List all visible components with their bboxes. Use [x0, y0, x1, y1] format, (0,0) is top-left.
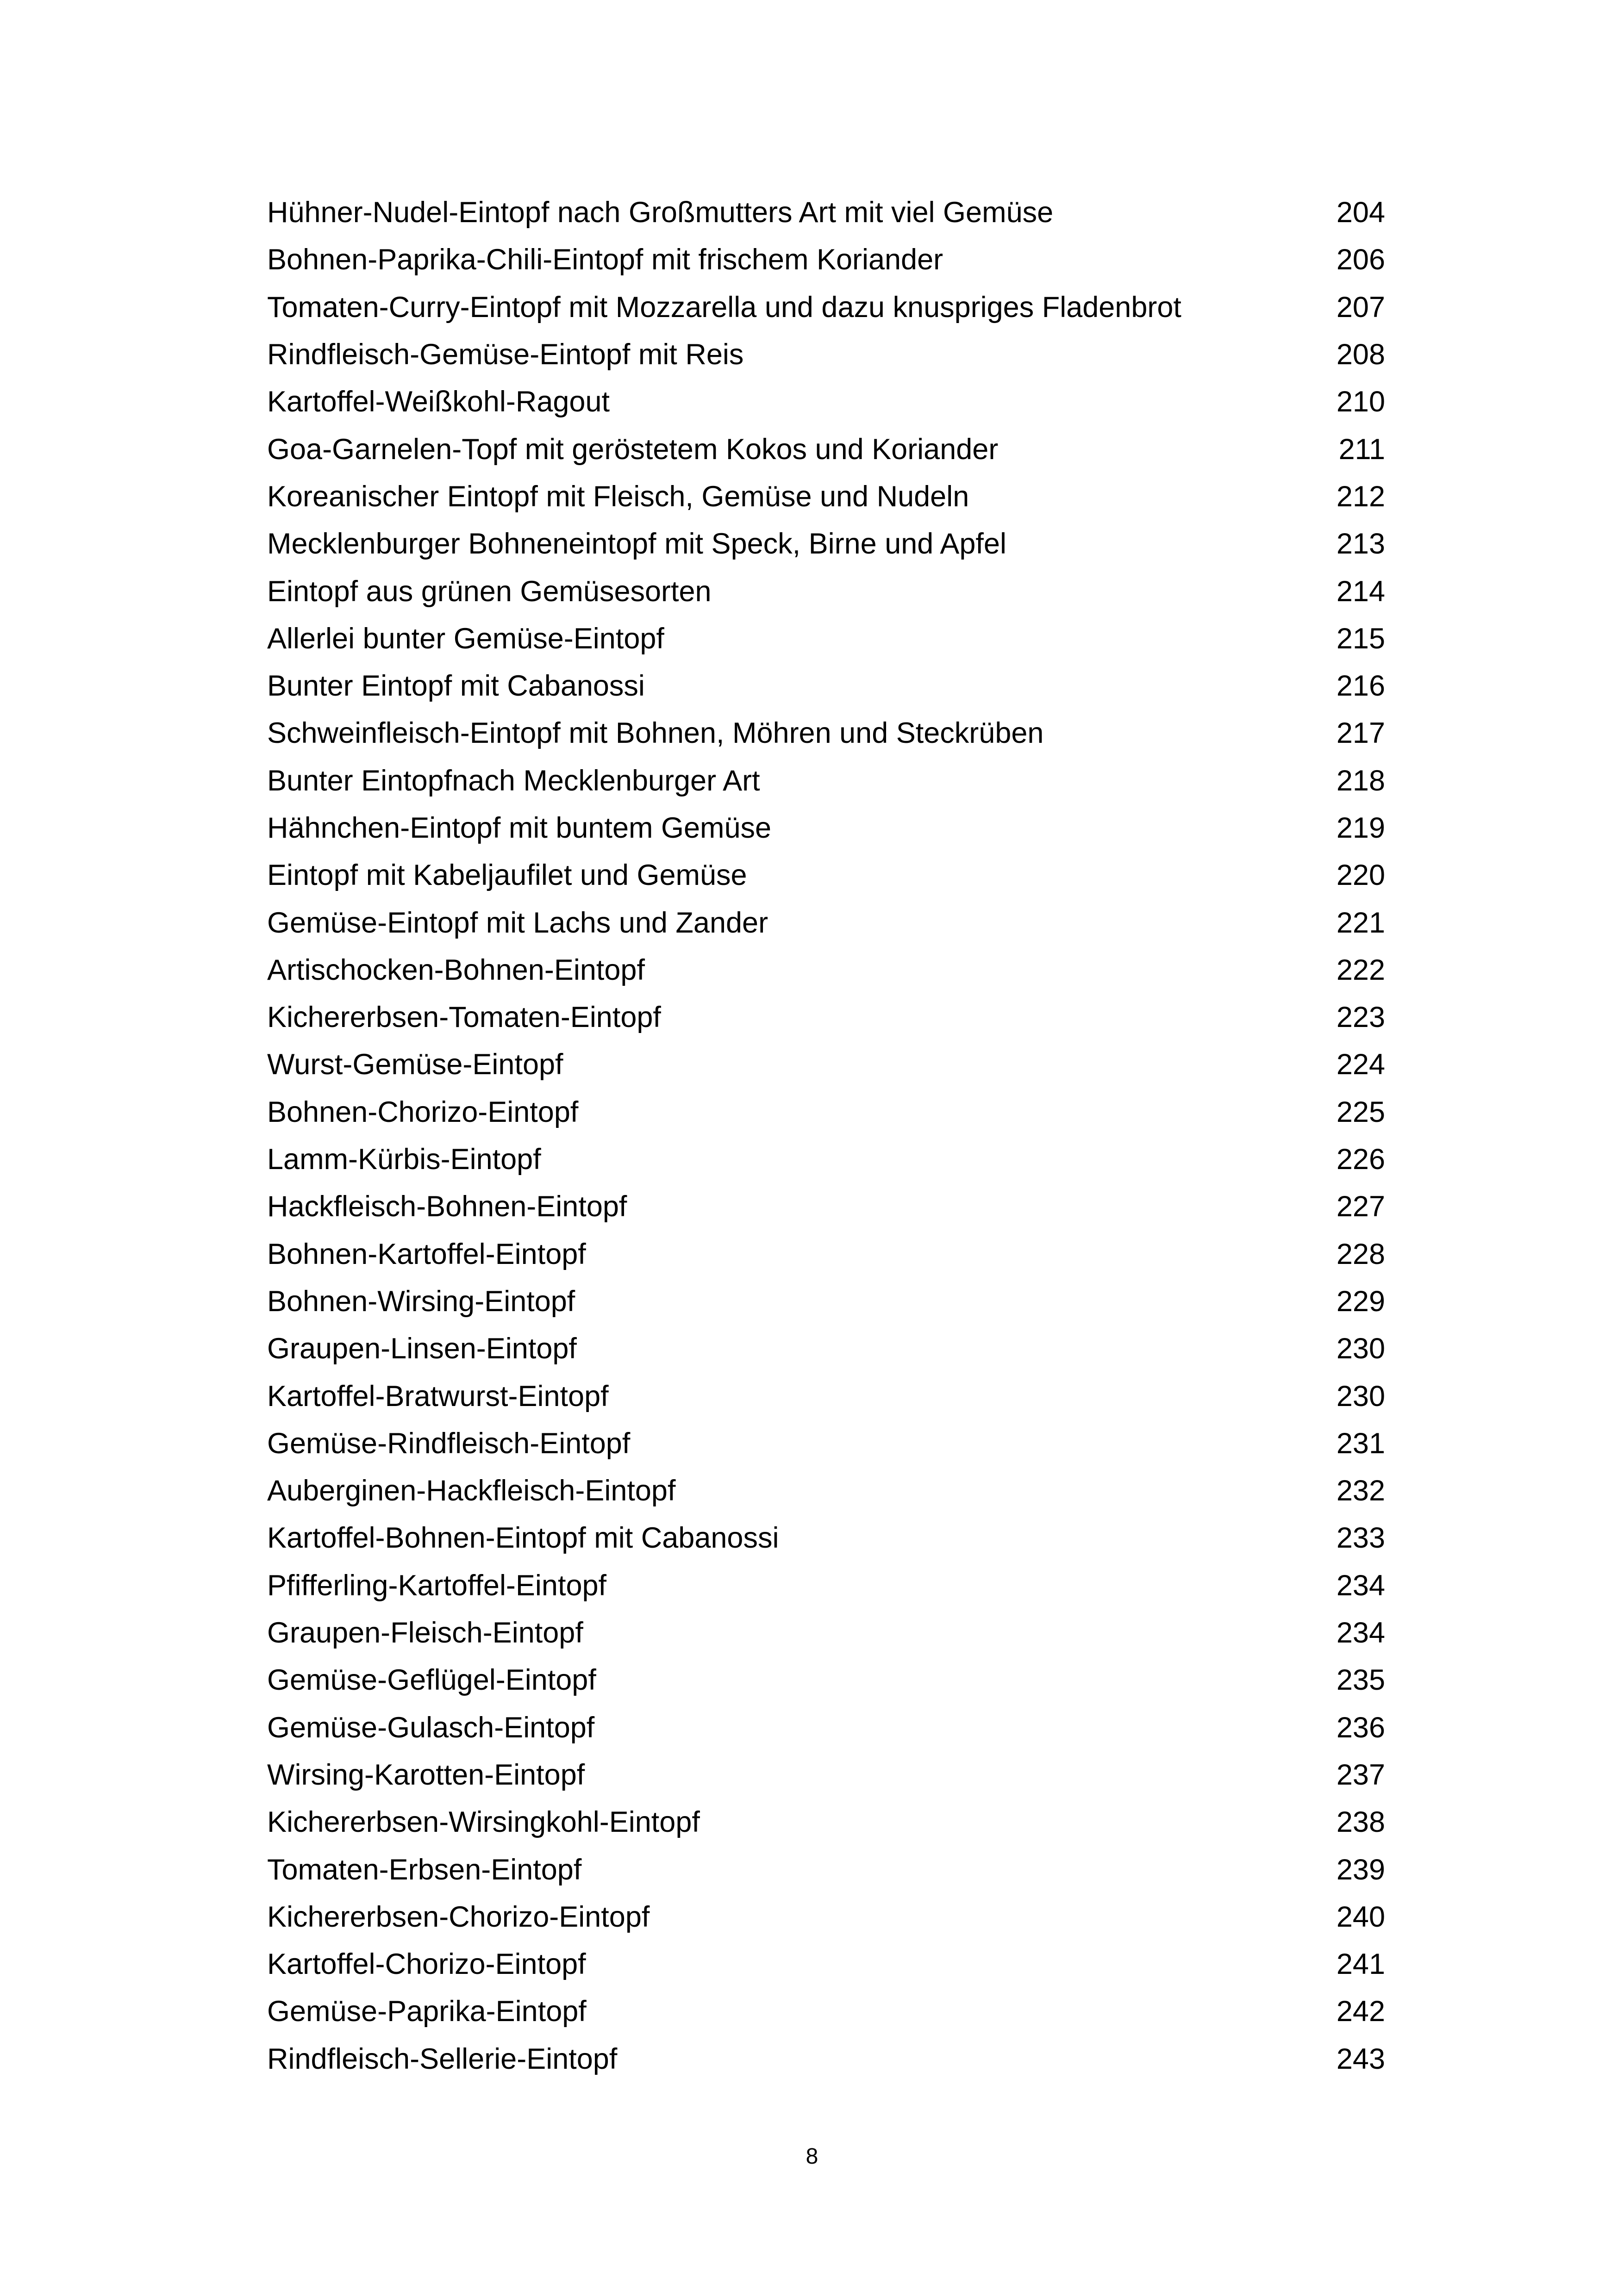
toc-entry — [267, 378, 1385, 425]
toc-entry-page: 240 — [1336, 1900, 1385, 1933]
toc-entry-title: Bohnen-Kartoffel-Eintopf — [267, 1238, 586, 1270]
toc-entry — [267, 1514, 1385, 1562]
toc-entry-title: Eintopf aus grünen Gemüsesorten — [267, 575, 712, 608]
toc-entry — [267, 994, 1385, 1041]
toc-entry-page: 213 — [1336, 528, 1385, 560]
toc-entry — [267, 1420, 1385, 1467]
toc-entry-title: Graupen-Fleisch-Eintopf — [267, 1617, 583, 1649]
toc-entry-title: Mecklenburger Bohneneintopf mit Speck, Birne und Apfel — [267, 528, 1006, 560]
toc-entry-page: 204 — [1336, 196, 1385, 229]
toc-entry-title: Bunter Eintopfnach Mecklenburger Art — [267, 764, 760, 797]
toc-entry — [267, 757, 1385, 804]
toc-entry-title: Schweinfleisch-Eintopf mit Bohnen, Möhren und Steckrüben — [267, 717, 1044, 750]
toc-entry-page: 238 — [1336, 1806, 1385, 1839]
toc-entry-page: 212 — [1336, 480, 1385, 513]
toc-entry-page: 208 — [1336, 338, 1385, 371]
toc-entry-title: Rindfleisch-Sellerie-Eintopf — [267, 2042, 618, 2075]
toc-entry-page: 222 — [1336, 953, 1385, 986]
toc-entry-page: 206 — [1336, 243, 1385, 276]
toc-entry — [267, 1467, 1385, 1514]
toc-entry-title: Kichererbsen-Wirsingkohl-Eintopf — [267, 1806, 700, 1839]
toc-entry — [267, 1231, 1385, 1278]
table-of-contents — [267, 189, 1385, 2083]
toc-entry-page: 236 — [1336, 1711, 1385, 1744]
toc-entry-page: 234 — [1336, 1617, 1385, 1649]
toc-entry-page: 219 — [1336, 812, 1385, 844]
toc-entry — [267, 1846, 1385, 1893]
toc-entry-page: 239 — [1336, 1853, 1385, 1886]
toc-entry — [267, 1136, 1385, 1183]
toc-entry-title: Pfifferling-Kartoffel-Eintopf — [267, 1569, 607, 1602]
toc-entry — [267, 899, 1385, 946]
toc-entry-title: Bohnen-Chorizo-Eintopf — [267, 1095, 579, 1128]
toc-entry — [267, 1089, 1385, 1136]
toc-entry — [267, 852, 1385, 899]
toc-entry-title: Gemüse-Paprika-Eintopf — [267, 1995, 587, 2028]
toc-entry-page: 220 — [1336, 859, 1385, 892]
toc-entry-page: 218 — [1336, 764, 1385, 797]
toc-entry-page: 237 — [1336, 1758, 1385, 1791]
toc-entry-title: Hühner-Nudel-Eintopf nach Großmutters Art mit viel Gemüse — [267, 196, 1054, 229]
toc-entry-page: 224 — [1336, 1048, 1385, 1081]
toc-entry — [267, 1183, 1385, 1230]
toc-entry-page: 215 — [1336, 622, 1385, 655]
toc-entry — [267, 1372, 1385, 1419]
toc-entry-title: Kichererbsen-Tomaten-Eintopf — [267, 1001, 661, 1034]
toc-entry-title: Hackfleisch-Bohnen-Eintopf — [267, 1190, 627, 1223]
toc-entry-title: Auberginen-Hackfleisch-Eintopf — [267, 1475, 676, 1507]
toc-entry-page: 231 — [1336, 1427, 1385, 1460]
toc-entry-page: 234 — [1336, 1569, 1385, 1602]
toc-entry — [267, 284, 1385, 331]
toc-entry-title: Gemüse-Rindfleisch-Eintopf — [267, 1427, 631, 1460]
toc-entry — [267, 473, 1385, 520]
toc-entry-page: 211 — [1338, 433, 1385, 466]
toc-entry-title: Tomaten-Erbsen-Eintopf — [267, 1853, 582, 1886]
toc-entry — [267, 1751, 1385, 1798]
toc-entry-title: Gemüse-Geflügel-Eintopf — [267, 1664, 596, 1697]
toc-entry-page: 216 — [1336, 670, 1385, 703]
toc-entry-page: 223 — [1336, 1001, 1385, 1034]
toc-entry-title: Eintopf mit Kabeljaufilet und Gemüse — [267, 859, 747, 892]
toc-entry — [267, 331, 1385, 378]
toc-entry-page: 229 — [1336, 1285, 1385, 1318]
toc-entry-title: Koreanischer Eintopf mit Fleisch, Gemüse und Nudeln — [267, 480, 969, 513]
toc-entry-title: Wirsing-Karotten-Eintopf — [267, 1758, 585, 1791]
toc-entry-title: Kartoffel-Bohnen-Eintopf mit Cabanossi — [267, 1522, 779, 1555]
page-number: 8 — [806, 2144, 818, 2169]
toc-entry-title: Gemüse-Gulasch-Eintopf — [267, 1711, 595, 1744]
toc-entry — [267, 567, 1385, 615]
toc-entry-title: Allerlei bunter Gemüse-Eintopf — [267, 622, 664, 655]
toc-entry — [267, 1041, 1385, 1088]
toc-entry — [267, 1278, 1385, 1325]
toc-entry-title: Goa-Garnelen-Topf mit geröstetem Kokos und Koriander — [267, 433, 999, 466]
toc-entry-page: 226 — [1336, 1143, 1385, 1176]
toc-entry — [267, 946, 1385, 994]
toc-entry — [267, 425, 1385, 473]
toc-entry — [267, 236, 1385, 283]
toc-entry-title: Kartoffel-Bratwurst-Eintopf — [267, 1380, 609, 1412]
toc-entry-title: Hähnchen-Eintopf mit buntem Gemüse — [267, 812, 772, 844]
toc-entry-page: 232 — [1336, 1475, 1385, 1507]
toc-entry-page: 207 — [1336, 291, 1385, 324]
toc-entry — [267, 804, 1385, 852]
toc-entry-page: 227 — [1336, 1190, 1385, 1223]
toc-entry-title: Rindfleisch-Gemüse-Eintopf mit Reis — [267, 338, 744, 371]
toc-entry-page: 233 — [1336, 1522, 1385, 1555]
toc-entry — [267, 520, 1385, 567]
toc-entry-page: 230 — [1336, 1380, 1385, 1412]
toc-entry — [267, 1893, 1385, 1941]
toc-entry — [267, 2035, 1385, 2083]
toc-entry-title: Wurst-Gemüse-Eintopf — [267, 1048, 563, 1081]
toc-entry-page: 243 — [1336, 2042, 1385, 2075]
toc-entry-title: Gemüse-Eintopf mit Lachs und Zander — [267, 906, 768, 939]
toc-entry — [267, 662, 1385, 709]
toc-entry — [267, 709, 1385, 757]
toc-entry-page: 225 — [1336, 1095, 1385, 1128]
toc-entry-title: Bohnen-Paprika-Chili-Eintopf mit frischem Koriander — [267, 243, 943, 276]
toc-entry — [267, 1325, 1385, 1372]
toc-entry — [267, 1704, 1385, 1751]
toc-entry-page: 210 — [1336, 386, 1385, 418]
toc-entry — [267, 1609, 1385, 1656]
toc-entry — [267, 189, 1385, 236]
toc-entry-title: Lamm-Kürbis-Eintopf — [267, 1143, 541, 1176]
toc-entry — [267, 1988, 1385, 2035]
toc-entry — [267, 1562, 1385, 1609]
toc-entry — [267, 1941, 1385, 1988]
toc-entry-title: Bunter Eintopf mit Cabanossi — [267, 670, 645, 703]
toc-entry-page: 230 — [1336, 1332, 1385, 1365]
toc-entry-title: Kartoffel-Weißkohl-Ragout — [267, 386, 610, 418]
toc-entry-page: 217 — [1336, 717, 1385, 750]
toc-entry-title: Bohnen-Wirsing-Eintopf — [267, 1285, 575, 1318]
toc-entry-page: 214 — [1336, 575, 1385, 608]
toc-entry-title: Tomaten-Curry-Eintopf mit Mozzarella und dazu knuspriges Fladenbrot — [267, 291, 1181, 324]
toc-entry-title: Artischocken-Bohnen-Eintopf — [267, 953, 645, 986]
toc-entry-title: Kartoffel-Chorizo-Eintopf — [267, 1948, 586, 1981]
toc-entry-page: 221 — [1336, 906, 1385, 939]
toc-entry-title: Graupen-Linsen-Eintopf — [267, 1332, 577, 1365]
toc-entry — [267, 1798, 1385, 1846]
toc-entry — [267, 1656, 1385, 1704]
toc-entry-title: Kichererbsen-Chorizo-Eintopf — [267, 1900, 650, 1933]
toc-entry-page: 228 — [1336, 1238, 1385, 1270]
toc-entry-page: 241 — [1336, 1948, 1385, 1981]
toc-entry-page: 235 — [1336, 1664, 1385, 1697]
toc-entry-page: 242 — [1336, 1995, 1385, 2028]
toc-entry — [267, 615, 1385, 662]
